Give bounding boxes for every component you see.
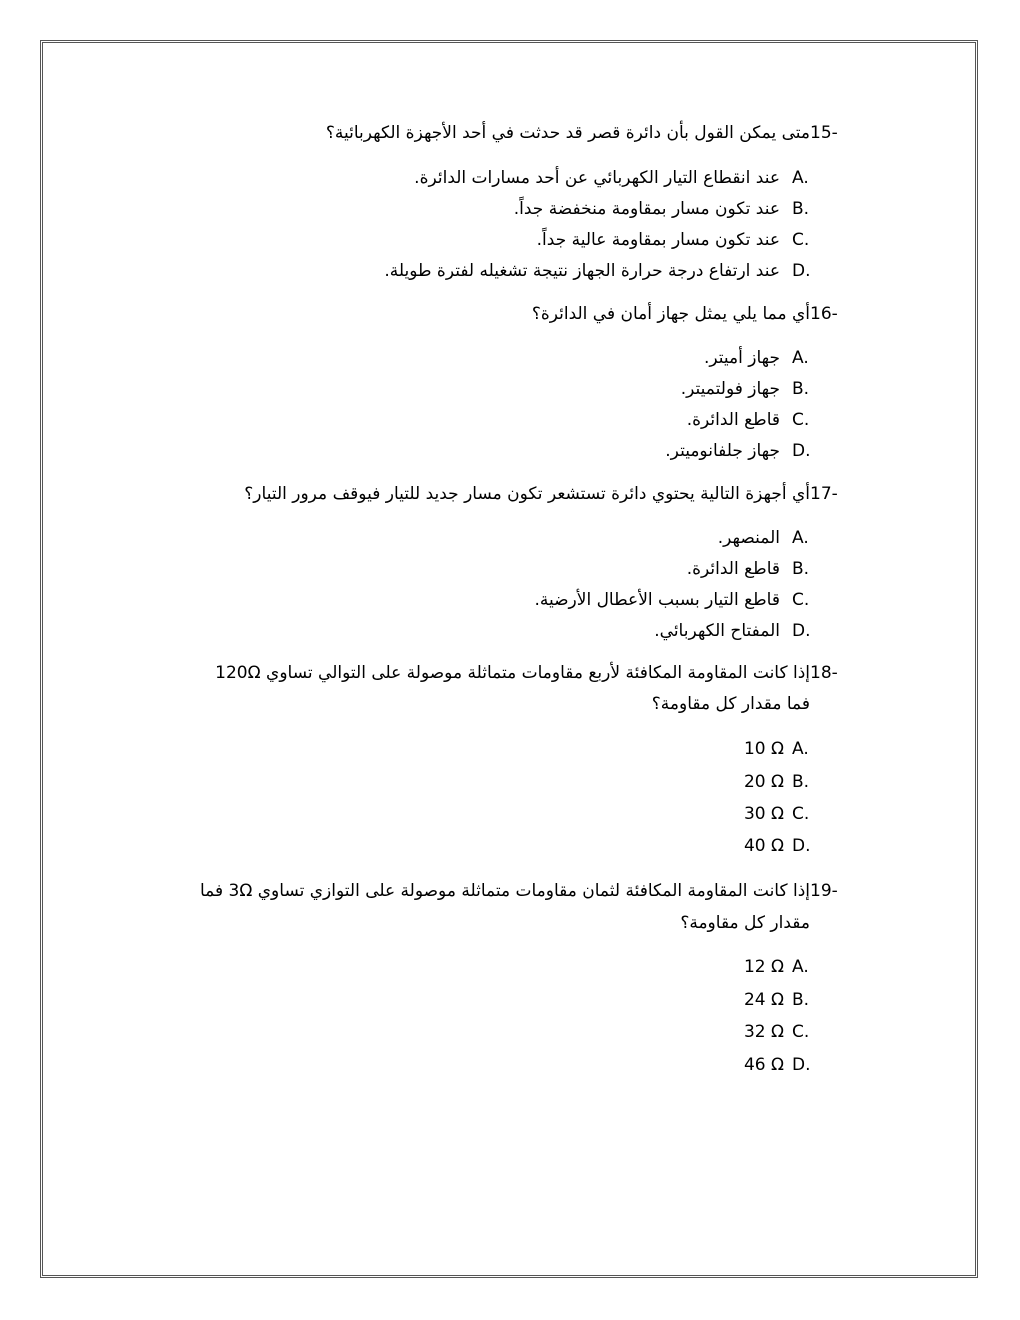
option-letter: C.	[792, 804, 810, 824]
option-text: 12 Ω	[743, 957, 784, 977]
option-text: جهاز فولتميتر.	[680, 379, 780, 399]
option-text: جهاز جلفانوميتر.	[665, 441, 780, 461]
option-letter: A.	[792, 739, 809, 759]
option-letter: C.	[792, 230, 810, 250]
option-letter: D.	[792, 441, 811, 461]
option-text: قاطع التيار بسبب الأعطال الأرضية.	[534, 590, 780, 610]
option-letter: D.	[792, 1055, 811, 1075]
option-letter: B.	[792, 990, 810, 1010]
option-text: 32 Ω	[743, 1022, 784, 1042]
option-text: قاطع الدائرة.	[686, 559, 780, 579]
option-text: عند ارتفاع درجة حرارة الجهاز نتيجة تشغيله لفترة طويلة.	[384, 261, 780, 281]
option-text: عند انقطاع التيار الكهربائي عن أحد مسارات الدائرة.	[414, 168, 780, 188]
page-border	[40, 40, 978, 1278]
option-text: المنصهر.	[717, 528, 780, 548]
option-letter: D.	[792, 836, 811, 856]
question-number: 15-	[810, 123, 838, 143]
question-text: متى يمكن القول بأن دائرة قصر قد حدثت في أحد الأجهزة الكهربائية؟	[325, 123, 810, 143]
option-letter: D.	[792, 261, 811, 281]
option-text: 10 Ω	[743, 739, 784, 759]
question-number: 19-	[810, 881, 838, 901]
option-text: 30 Ω	[743, 804, 784, 824]
option-letter: A.	[792, 348, 809, 368]
question-number: 16-	[810, 304, 838, 324]
option-text: جهاز أميتر.	[703, 348, 780, 368]
question-text: إذا كانت المقاومة المكافئة لثمان مقاومات متماثلة موصولة على التوازي تساوي 3Ω فما	[199, 881, 810, 901]
option-text: المفتاح الكهربائي.	[654, 621, 780, 641]
option-letter: D.	[792, 621, 811, 641]
option-letter: C.	[792, 590, 810, 610]
option-text: عند تكون مسار بمقاومة منخفضة جداً.	[513, 199, 780, 219]
option-letter: C.	[792, 410, 810, 430]
question-text: أي أجهزة التالية يحتوي دائرة تستشعر تكون مسار جديد للتيار فيوقف مرور التيار؟	[244, 484, 810, 504]
option-letter: A.	[792, 957, 809, 977]
question-text: أي مما يلي يمثل جهاز أمان في الدائرة؟	[531, 304, 810, 324]
question-text-continued: فما مقدار كل مقاومة؟	[651, 694, 810, 714]
question-number: 17-	[810, 484, 838, 504]
question-text: إذا كانت المقاومة المكافئة لأربع مقاومات متماثلة موصولة على التوالي تساوي 120Ω	[215, 663, 810, 683]
option-text: عند تكون مسار بمقاومة عالية جداً.	[536, 230, 780, 250]
option-letter: B.	[792, 559, 810, 579]
question-text-continued: مقدار كل مقاومة؟	[680, 913, 810, 933]
option-letter: B.	[792, 379, 810, 399]
option-letter: B.	[792, 772, 810, 792]
option-letter: B.	[792, 199, 810, 219]
option-letter: C.	[792, 1022, 810, 1042]
option-letter: A.	[792, 168, 809, 188]
option-text: 46 Ω	[743, 1055, 784, 1075]
option-letter: A.	[792, 528, 809, 548]
option-text: 40 Ω	[743, 836, 784, 856]
option-text: 24 Ω	[743, 990, 784, 1010]
option-text: قاطع الدائرة.	[686, 410, 780, 430]
question-number: 18-	[810, 663, 838, 683]
option-text: 20 Ω	[743, 772, 784, 792]
